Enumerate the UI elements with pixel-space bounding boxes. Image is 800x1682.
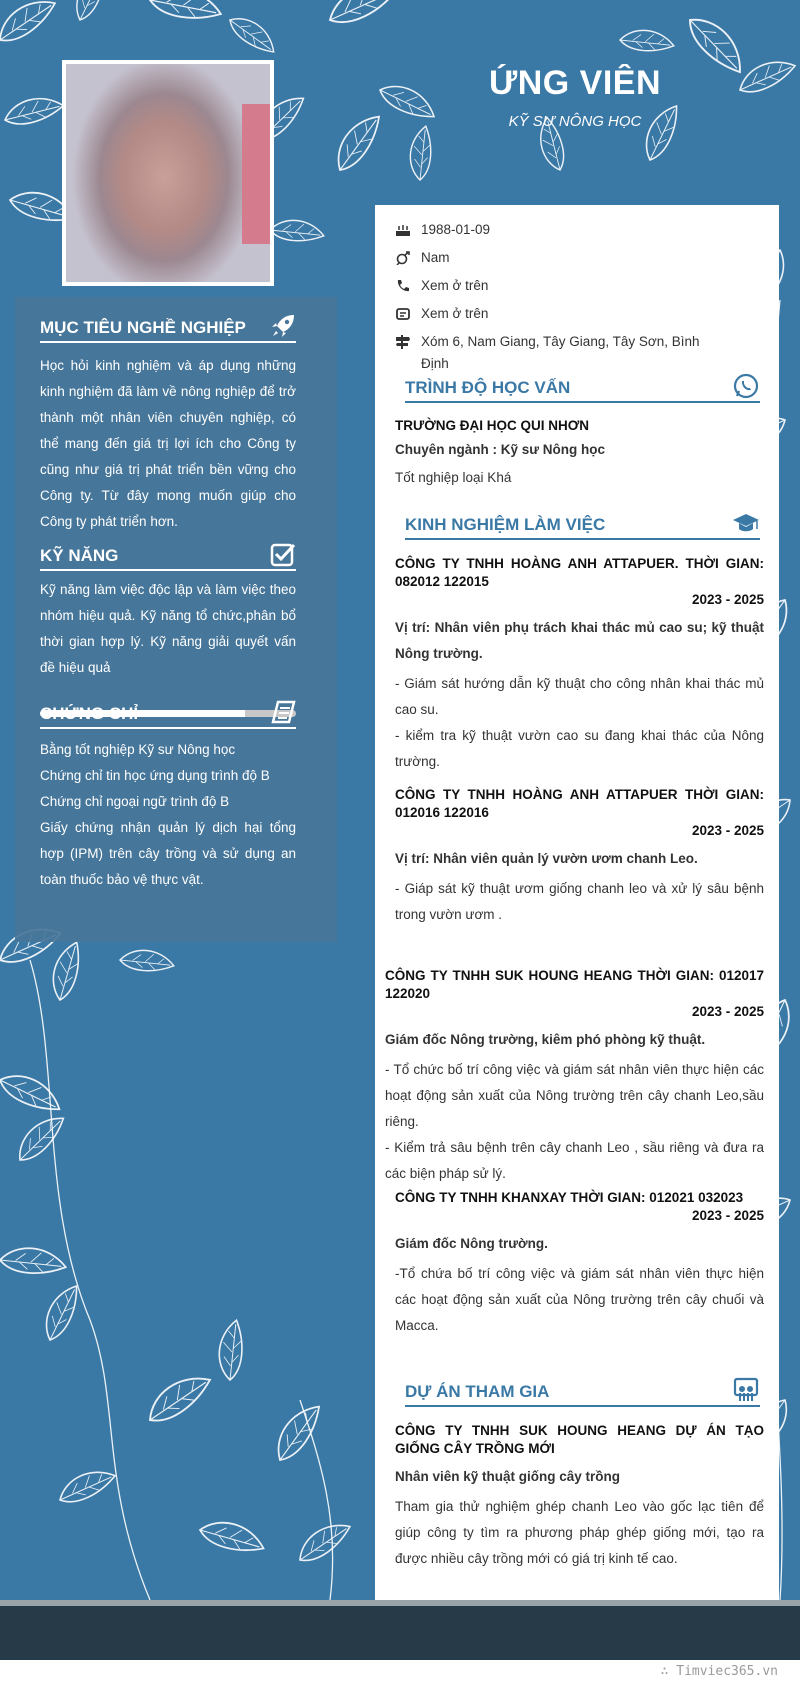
section-title-skills	[40, 541, 296, 571]
experience-title: KINH NGHIỆM LÀM VIỆC	[405, 515, 606, 534]
project-desc: Tham gia thử nghiệm ghép chanh Leo vào gốc lạc tiên để giúp công ty tìm ra phương pháp ghép giống mới, tạo ra được nhiều cây trồng mới có giá trị kinh tế cao.	[395, 1499, 764, 1566]
rocket-icon	[270, 313, 296, 339]
experience-desc-line: - Tổ chức bố trí công việc và giám sát nhân viên thực hiện các hoạt động sản xuất của Nông trường trên cây chanh Leo,sầu riêng.	[385, 1062, 764, 1129]
project-company: CÔNG TY TNHH SUK HOUNG HEANG DỰ ÁN TẠO GIỐNG CÂY TRỒNG MỚI	[395, 1423, 764, 1456]
experience-item	[395, 786, 764, 928]
section-title-certificates	[40, 699, 296, 729]
job-title: KỸ SƯ NÔNG HỌC	[508, 113, 642, 130]
gender-value: Nam	[421, 250, 450, 265]
certificates-title: CHỨNG CHỈ	[40, 704, 139, 723]
experience-desc-line: - Giáp sát kỹ thuật ươm giống chanh leo và xử lý sâu bệnh trong vườn ươm .	[395, 881, 764, 922]
experience-years: 2023 - 2025	[691, 1208, 764, 1223]
email-icon	[395, 307, 411, 321]
objective-text: Học hỏi kinh nghiệm và áp dụng những kinh nghiệm đã làm về nông nghiệp để trở thành một nhân viên chuyên nghiệp, có thể mang đến giá trị lợi ích cho Công ty cũng như giá trị phát triển bền vững cho Công ty. Từ đây mong muốn giúp cho Công ty phát triển hơn.	[40, 358, 296, 529]
experience-role: Vị trí: Nhân viên phụ trách khai thác mủ cao su; kỹ thuật Nông trường.	[395, 620, 764, 661]
cake-icon	[395, 223, 411, 237]
section-title-experience	[405, 510, 760, 540]
projects-title: DỰ ÁN THAM GIA	[405, 1382, 550, 1401]
experience-years: 2023 - 2025	[691, 1004, 764, 1019]
experience-company: CÔNG TY TNHH HOÀNG ANH ATTAPUER THỜI GIAN: 012016 122016	[395, 787, 764, 820]
experience-company: CÔNG TY TNHH SUK HOUNG HEANG THỜI GIAN: 012017 122020	[385, 968, 764, 1001]
certificates-list-wrap	[40, 737, 296, 893]
checkbox-icon	[270, 541, 296, 567]
certificate-item: Chứng chỉ ngoại ngữ trình độ B	[40, 794, 230, 809]
avatar	[62, 60, 274, 286]
education-note: Tốt nghiệp loại Khá	[395, 470, 512, 485]
address-value: Xóm 6, Nam Giang, Tây Giang, Tây Sơn, Bình Định	[421, 334, 700, 371]
right-panel	[375, 205, 779, 1600]
certificates-list	[40, 737, 296, 893]
book-icon	[270, 699, 296, 725]
signpost-icon	[395, 335, 411, 349]
certificate-item: Bằng tốt nghiệp Kỹ sư Nông học	[40, 742, 236, 757]
section-title-objective	[40, 313, 296, 343]
experience-company: CÔNG TY TNHH HOÀNG ANH ATTAPUER. THỜI GIAN: 082012 122015	[395, 556, 764, 589]
school-name: TRƯỜNG ĐẠI HỌC QUI NHƠN	[395, 418, 589, 433]
experience-company: CÔNG TY TNHH KHANXAY THỜI GIAN: 012021 032023	[395, 1190, 744, 1205]
email-value: Xem ở trên	[421, 306, 489, 321]
experience-item	[385, 967, 764, 1187]
experience-role: Vị trí: Nhân viên quản lý vườn ươm chanh Leo.	[395, 851, 698, 866]
gender-icon	[395, 251, 411, 265]
footer-band	[0, 1606, 800, 1660]
education-major: Chuyên ngành : Kỹ sư Nông học	[395, 442, 606, 457]
certificate-item: Chứng chỉ tin học ứng dụng trình độ B	[40, 768, 270, 783]
objective-title: MỤC TIÊU NGHỀ NGHIỆP	[40, 318, 246, 337]
education-title: TRÌNH ĐỘ HỌC VẤN	[405, 378, 571, 397]
presentation-icon	[732, 1377, 760, 1403]
experience-desc-line: - Giám sát hướng dẫn kỹ thuật cho công nhân khai thác mủ cao su.	[395, 676, 764, 717]
candidate-name: ỨNG VIÊN	[488, 64, 661, 102]
experience-item	[395, 555, 764, 775]
whatsapp-icon	[732, 373, 760, 399]
experience-desc-line: - kiểm tra kỹ thuật vườn cao su đang khai thác của Nông trường.	[395, 728, 764, 769]
education-block	[395, 417, 764, 491]
birthday-value: 1988-01-09	[421, 222, 491, 237]
section-title-projects	[405, 1377, 760, 1407]
experience-role: Giám đốc Nông trường.	[395, 1236, 548, 1251]
experience-desc-line: - Kiểm trả sâu bệnh trên cây chanh Leo , sầu riêng và đưa ra các biện pháp sử lý.	[385, 1140, 764, 1181]
graduation-cap-icon	[732, 510, 760, 536]
project-item	[395, 1422, 764, 1572]
left-panel	[15, 297, 337, 942]
certificate-item: Giấy chứng nhận quản lý dịch hại tổng hợp (IPM) trên cây trồng và sử dụng an toàn thuốc bảo vệ thực vật.	[40, 820, 296, 887]
watermark: ∴ Timviec365.vn	[660, 1664, 778, 1679]
experience-desc-line: -Tổ chứa bố trí công việc và giám sát nhân viên thực hiện các hoạt động sản xuất của Nông trường trên cây chuối và Macca.	[395, 1266, 764, 1333]
phone-value: Xem ở trên	[421, 278, 489, 293]
experience-years: 2023 - 2025	[691, 823, 764, 838]
phone-icon	[395, 279, 411, 293]
experience-role: Giám đốc Nông trường, kiêm phó phòng kỹ thuật.	[385, 1032, 706, 1047]
profile-photo	[66, 64, 270, 282]
photo-shirt	[242, 104, 270, 244]
experience-item	[395, 1189, 764, 1339]
experience-years: 2023 - 2025	[691, 592, 764, 607]
skills-title: KỸ NĂNG	[40, 546, 119, 565]
project-role: Nhân viên kỹ thuật giống cây trồng	[395, 1469, 621, 1484]
section-title-education	[405, 373, 760, 403]
skills-text: Kỹ năng làm việc độc lập và làm việc theo nhóm hiệu quả. Kỹ năng tổ chức,phân bổ thời gian hợp lý. Kỹ năng giải quyết vấn đề hiệu quả	[40, 582, 296, 675]
